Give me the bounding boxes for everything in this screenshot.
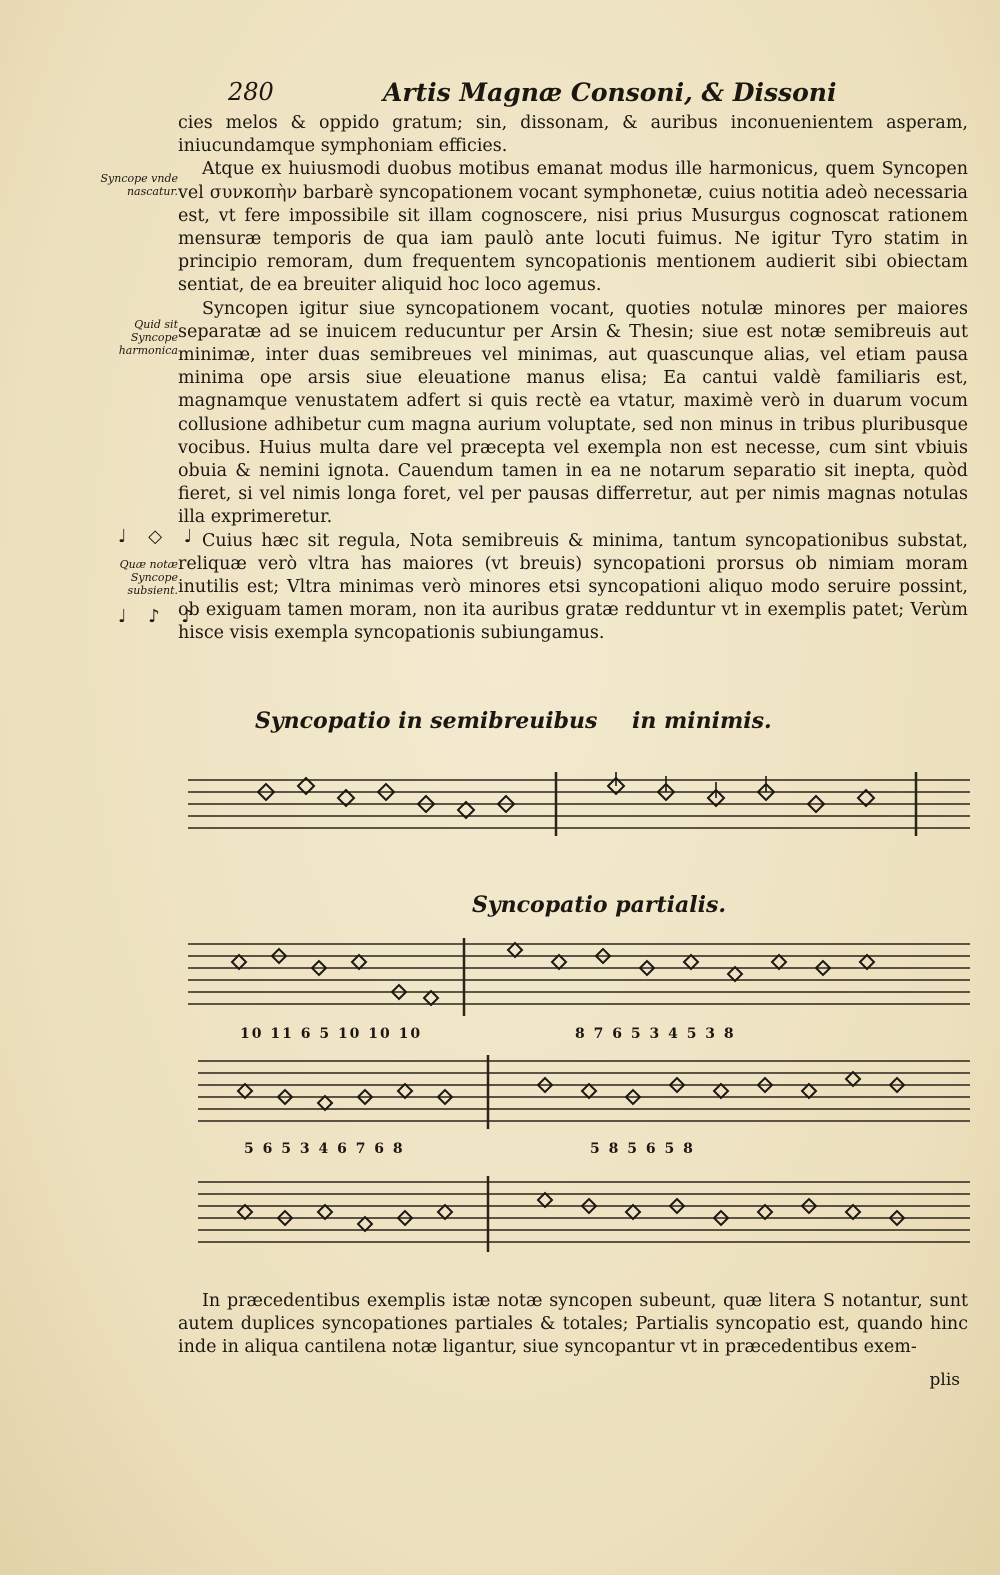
margin-note-syncope-notes: Quæ notæ Syncope subsient. [119,558,178,597]
example-title-minims: in minimis. [632,708,772,734]
running-title: Artis Magnæ Consoni, & Dissoni [383,78,837,107]
body-text-bottom [178,1290,968,1360]
paragraph-1: cies melos & oppido gratum; sin, dissonam, & auribus inconuenientem asperam, iniucundamque symphoniam efficies. [178,113,968,157]
page-header [228,78,988,112]
margin-note-syncope-origin: Syncope vnde nascatur. [100,172,178,198]
note-symbols-top: ♩ ◇ ♩ [118,526,201,547]
staff-system-3 [198,1055,970,1133]
page-number: 280 [228,78,274,106]
paragraph-3: Syncopen igitur siue syncopationem vocant, quoties notulæ minores per maiores separatæ ad se inuicem reducuntur per Arsin & Thesin; siue est notæ semibreuis aut minimæ, inter duas semibreues vel minimas, aut quascunque alias, vel etiam pausa minima ope arsis siue eleuatione manus elisa; Ea cantui valdè familiaris est, magnamque venustatem adfert si quis rectè ea vtatur, maximè verò in duarum vocum collusione adhibetur cum magna aurium voluptate, sed non minus in tribus pluribusque vocibus. Huius multa dare vel præcepta vel exempla non est necesse, cum sint vbiuis obuia & nemini ignota. Cauendum tamen in ea ne notarum separatio sit inepta, quòd fieret, si vel nimis longa foret, vel per pausas differretur, aut per nimis magnas notulas illa exprimeretur. [178,298,968,528]
figures-row-2a: 5 6 5 3 4 6 7 6 8 [244,1141,405,1157]
paragraph-2: Atque ex huiusmodi duobus motibus emanat modus ille harmonicus, quem Syncopen vel συνκοπὴν barbarè syncopationem vocant symphonetæ, cuius notitia adeò necessaria est, vt fere impossibile sit illam cognoscere, nisi prius Musurgus cognoscat rationem mensuræ temporis de qua iam paulò ante locuti fuimus. Ne igitur Tyro statim in principio remoram, dum frequentem syncopationis mentionem audierit sibi obiectam sentiat, de ea breuiter aliquid hoc loco agemus. [178,159,968,296]
example-title-semibreves: Syncopatio in semibreuibus [255,708,598,734]
staff-system-4 [198,1176,970,1256]
figures-row-1a: 10 11 6 5 10 10 10 [240,1026,423,1042]
catchword: plis [929,1370,960,1390]
margin-note-syncope-definition: Quid sit Syncope harmonica [118,318,178,357]
staff-system-2 [188,938,970,1022]
figures-row-1b: 8 7 6 5 3 4 5 3 8 [575,1026,736,1042]
paragraph-4: Cuius hæc sit regula, Nota semibreuis & minima, tantum syncopationibus substat, reliquæ verò vltra has maiores (vt breuis) syncopationi prorsus ob nimiam moram inutilis est; Vltra minimas verò minores etsi syncopationi aliquo modo seruire possint, ob exiguam tamen moram, non ita auribus gratæ redduntur vt in exemplis patet; Verùm hisce visis exempla syncopationis subiungamus. [178,530,968,644]
note-symbols-bottom: ♩ ♪ ♪ [118,606,201,627]
figures-row-2b: 5 8 5 6 5 8 [590,1141,695,1157]
example-title-partial: Syncopatio partialis. [472,892,726,918]
body-text-top [178,112,968,646]
paragraph-5: In præcedentibus exemplis istæ notæ syncopen subeunt, quæ litera S notantur, sunt autem duplices syncopationes partiales & totales; Partialis syncopatio est, quando hinc inde in aliqua cantilena notæ ligantur, siue syncopantur vt in præcedentibus exem- [178,1291,968,1358]
staff-system-1 [188,772,970,840]
